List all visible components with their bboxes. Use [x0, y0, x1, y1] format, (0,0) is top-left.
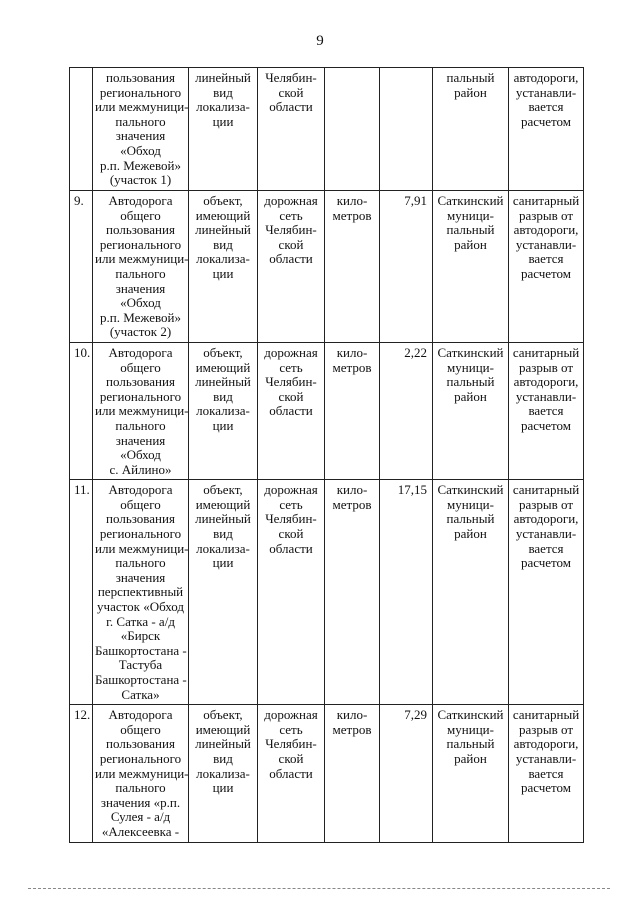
cell-text-line: значения — [115, 280, 166, 296]
cell-text-line: устанавли- — [515, 388, 577, 404]
cell-text-line: Челябин- — [265, 736, 317, 752]
row-number-cell — [70, 342, 93, 479]
unit-cell — [325, 705, 380, 843]
cell-text-line: пользования — [106, 511, 175, 527]
cell-text-line: вается — [528, 540, 564, 556]
cell-text-line: муници- — [447, 207, 494, 223]
cell-text-line: локализа- — [196, 99, 250, 115]
table-row — [70, 342, 584, 479]
cell-text-line: локализа- — [196, 251, 250, 267]
cell-text-line: кило- — [336, 344, 368, 360]
cell-text-line: санитарный — [512, 344, 580, 360]
cell-text-line: Челябин- — [265, 511, 317, 527]
location-cell — [433, 191, 509, 343]
cell-text-line: пользования — [106, 736, 175, 752]
cell-text-line: автодороги, — [513, 70, 579, 85]
value-cell — [380, 68, 433, 191]
cell-text-line: вается — [528, 765, 564, 781]
cell-text-line: пользования — [106, 222, 175, 238]
cell-text-line: Автодорога — [108, 707, 173, 723]
object-name-cell — [93, 191, 189, 343]
cell-text-line: линейный — [195, 511, 251, 527]
cell-text-line: имеющий — [195, 359, 251, 375]
cell-text-line: или межмуници- — [95, 99, 189, 115]
cell-text-line: ции — [212, 265, 234, 281]
cell-text-line: Автодорога — [108, 482, 173, 498]
cell-text-line: район — [454, 750, 487, 766]
cell-text-line: кило- — [336, 193, 368, 208]
cell-text-line: метров — [332, 721, 372, 737]
object-purpose-cell — [258, 705, 325, 843]
row-number-cell — [70, 68, 93, 191]
cell-text-line: вид — [213, 526, 233, 542]
row-number-cell — [70, 705, 93, 843]
table-row — [70, 705, 584, 843]
cell-text: 11. — [74, 482, 90, 498]
unit-cell — [325, 480, 380, 705]
cell-text-line: район — [454, 526, 487, 542]
cell-text-line: устанавли- — [515, 526, 577, 542]
object-type-cell — [189, 68, 258, 191]
cell-text-line: дорожная — [264, 707, 318, 723]
cell-text-line: ции — [212, 555, 234, 571]
cell-text-line: регионального — [99, 236, 182, 252]
cell-text-line: имеющий — [195, 496, 251, 512]
cell-text-line: значения — [115, 128, 166, 144]
cell-text-line: сеть — [279, 496, 303, 512]
unit-cell — [325, 68, 380, 191]
object-purpose-cell — [258, 480, 325, 705]
location-cell — [433, 68, 509, 191]
cell-text-line: санитарный — [512, 707, 580, 723]
cell-text-line: линейный — [195, 736, 251, 752]
cell-text-line: (участок 1) — [109, 172, 172, 188]
page-number: 9 — [316, 33, 324, 49]
table-row — [70, 68, 584, 191]
table-row — [70, 480, 584, 705]
cell-text-line: вается — [528, 99, 564, 115]
cell-text-line: Тастуба — [118, 657, 163, 673]
cell-text-line: (участок 2) — [109, 324, 172, 340]
cell-text-line: регионального — [99, 526, 182, 542]
cell-text-line: «Обход — [120, 447, 161, 463]
cell-text-line: значения — [115, 432, 166, 448]
cell-text-line: локализа- — [196, 403, 250, 419]
cell-text-line: разрыв от — [518, 207, 574, 223]
cell-text-line: кило- — [336, 707, 368, 723]
cell-text-line: г. Сатка - а/д — [106, 613, 175, 629]
table-row — [70, 191, 584, 343]
cell-text-line: Челябин- — [265, 374, 317, 390]
cell-text-line: общего — [120, 721, 161, 737]
cell-text-line: сеть — [279, 721, 303, 737]
cell-text-line: области — [269, 540, 313, 556]
cell-text-line: Башкортостана - — [95, 642, 187, 658]
cell-text-line: муници- — [447, 721, 494, 737]
location-cell — [433, 705, 509, 843]
cell-text-line: санитарный — [512, 193, 580, 208]
zone-cell — [509, 342, 584, 479]
cell-text-line: метров — [332, 359, 372, 375]
location-cell — [433, 480, 509, 705]
cell-text-line: дорожная — [264, 482, 318, 498]
cell-text: 12. — [74, 707, 91, 723]
cell-text-line: дорожная — [264, 193, 318, 208]
cell-text-line: устанавли- — [515, 236, 577, 252]
cell-text-line: вид — [213, 84, 233, 100]
cell-text-line: автодороги, — [513, 736, 579, 752]
object-purpose-cell — [258, 191, 325, 343]
cell-text-line: или межмуници- — [95, 540, 189, 556]
cell-text-line: линейный — [195, 374, 251, 390]
cell-text-line: области — [269, 251, 313, 267]
cell-text-line: значения «р.п. — [100, 794, 181, 810]
object-name-cell — [93, 68, 189, 191]
cell-text-line: пального — [115, 780, 166, 796]
cell-text-line: перспективный — [97, 584, 184, 600]
cell-text-line: разрыв от — [518, 496, 574, 512]
cell-text-line: «Бирск — [120, 628, 161, 644]
cell-text-line: р.п. Межевой» — [100, 309, 181, 325]
cell-text-line: устанавли- — [515, 84, 577, 100]
cell-text-line: пального — [115, 417, 166, 433]
cell-text-line: Автодорога — [108, 193, 173, 208]
cell-text-line: устанавли- — [515, 750, 577, 766]
cell-text-line: санитарный — [512, 482, 580, 498]
cell-text-line: вид — [213, 388, 233, 404]
cell-text-line: автодороги, — [513, 222, 579, 238]
cell-text-line: автодороги, — [513, 374, 579, 390]
cell-text-line: Башкортостана - — [95, 672, 187, 687]
zone-cell — [509, 705, 584, 843]
cell-text-line: ции — [212, 113, 234, 129]
cell-text-line: вид — [213, 236, 233, 252]
cell-text-line: Челябин- — [265, 222, 317, 238]
cell-text-line: разрыв от — [518, 359, 574, 375]
object-purpose-cell — [258, 68, 325, 191]
value-cell — [380, 705, 433, 843]
cell-text-line: линейный — [195, 222, 251, 238]
value-cell — [380, 191, 433, 343]
cell-text-line: общего — [120, 207, 161, 223]
cell-text-line: имеющий — [195, 207, 251, 223]
zone-cell — [509, 480, 584, 705]
cell-text-line: Челябин- — [265, 70, 317, 85]
cell-text-line: ской — [278, 750, 304, 766]
cell-text-line: регионального — [99, 388, 182, 404]
cell-text-line: объект, — [203, 482, 243, 498]
cell-text-line: район — [454, 84, 487, 100]
cell-text: 10. — [74, 344, 91, 360]
cell-text-line: области — [269, 403, 313, 419]
cell-text-line: пальный — [446, 70, 495, 85]
zone-cell — [509, 68, 584, 191]
cell-text-line: район — [454, 236, 487, 252]
cell-text-line: локализа- — [196, 540, 250, 556]
cell-text-line: значения — [115, 569, 166, 585]
cell-text-line: объект, — [203, 193, 243, 208]
object-type-cell — [189, 480, 258, 705]
value-cell — [380, 342, 433, 479]
cell-text-line: с. Айлино» — [109, 461, 172, 477]
object-type-cell — [189, 705, 258, 843]
cell-text-line: ской — [278, 526, 304, 542]
cell-text-line: имеющий — [195, 721, 251, 737]
cell-text-line: области — [269, 99, 313, 115]
cell-text-line: разрыв от — [518, 721, 574, 737]
cell-text-line: или межмуници- — [95, 251, 189, 267]
object-purpose-cell — [258, 342, 325, 479]
page-bottom-rule — [28, 888, 610, 889]
object-name-cell — [93, 705, 189, 843]
cell-text-line: Сатка» — [121, 686, 160, 702]
cell-text-line: метров — [332, 207, 372, 223]
cell-text-line: локализа- — [196, 765, 250, 781]
cell-text: 17,15 — [397, 482, 427, 498]
cell-text-line: Саткинский — [437, 707, 504, 723]
cell-text-line: район — [454, 388, 487, 404]
cell-text-line: пального — [115, 555, 166, 571]
row-number-cell — [70, 191, 93, 343]
cell-text-line: Саткинский — [437, 193, 504, 208]
cell-text-line: расчетом — [520, 265, 572, 281]
cell-text-line: объект, — [203, 344, 243, 360]
cell-text-line: метров — [332, 496, 372, 512]
cell-text: 9. — [74, 193, 84, 208]
cell-text-line: объект, — [203, 707, 243, 723]
cell-text: 7,91 — [404, 193, 427, 208]
object-type-cell — [189, 191, 258, 343]
cell-text-line: расчетом — [520, 417, 572, 433]
cell-text-line: линейный — [195, 70, 251, 85]
cell-text-line: или межмуници- — [95, 765, 189, 781]
cell-text-line: муници- — [447, 496, 494, 512]
value-cell — [380, 480, 433, 705]
cell-text-line: общего — [120, 359, 161, 375]
cell-text-line: пользования — [106, 70, 175, 85]
cell-text-line: Саткинский — [437, 344, 504, 360]
cell-text-line: кило- — [336, 482, 368, 498]
cell-text-line: пального — [115, 265, 166, 281]
cell-text-line: муници- — [447, 359, 494, 375]
cell-text-line: Автодорога — [108, 344, 173, 360]
cell-text-line: ции — [212, 417, 234, 433]
cell-text-line: вается — [528, 251, 564, 267]
cell-text-line: вается — [528, 403, 564, 419]
unit-cell — [325, 191, 380, 343]
cell-text-line: пальный — [446, 374, 495, 390]
object-name-cell — [93, 342, 189, 479]
cell-text-line: ции — [212, 780, 234, 796]
object-type-cell — [189, 342, 258, 479]
unit-cell — [325, 342, 380, 479]
cell-text-line: расчетом — [520, 780, 572, 796]
cell-text-line: «Алексеевка - — [101, 823, 180, 839]
cell-text-line: сеть — [279, 359, 303, 375]
cell-text-line: «Обход — [120, 142, 161, 158]
cell-text: 2,22 — [404, 344, 427, 360]
cell-text-line: дорожная — [264, 344, 318, 360]
cell-text-line: Сулея - а/д — [110, 809, 171, 825]
cell-text-line: сеть — [279, 207, 303, 223]
cell-text-line: участок «Обход — [97, 599, 184, 615]
cell-text-line: пального — [115, 113, 166, 129]
object-name-cell — [93, 480, 189, 705]
cell-text-line: расчетом — [520, 555, 572, 571]
cell-text-line: регионального — [99, 750, 182, 766]
cell-text-line: пальный — [446, 736, 495, 752]
cell-text-line: или межмуници- — [95, 403, 189, 419]
cell-text-line: ской — [278, 84, 304, 100]
cell-text-line: ской — [278, 388, 304, 404]
cell-text-line: расчетом — [520, 113, 572, 129]
cell-text-line: общего — [120, 496, 161, 512]
cell-text-line: области — [269, 765, 313, 781]
cell-text-line: пальный — [446, 222, 495, 238]
cell-text-line: р.п. Межевой» — [100, 157, 181, 173]
location-cell — [433, 342, 509, 479]
cell-text: 7,29 — [404, 707, 427, 723]
cell-text-line: регионального — [99, 84, 182, 100]
cell-text-line: Саткинский — [437, 482, 504, 498]
cell-text-line: вид — [213, 750, 233, 766]
cell-text-line: автодороги, — [513, 511, 579, 527]
cell-text-line: «Обход — [120, 295, 161, 311]
cell-text-line: пальный — [446, 511, 495, 527]
cell-text-line: ской — [278, 236, 304, 252]
zone-cell — [509, 191, 584, 343]
row-number-cell — [70, 480, 93, 705]
cell-text-line: пользования — [106, 374, 175, 390]
objects-table — [69, 67, 584, 843]
